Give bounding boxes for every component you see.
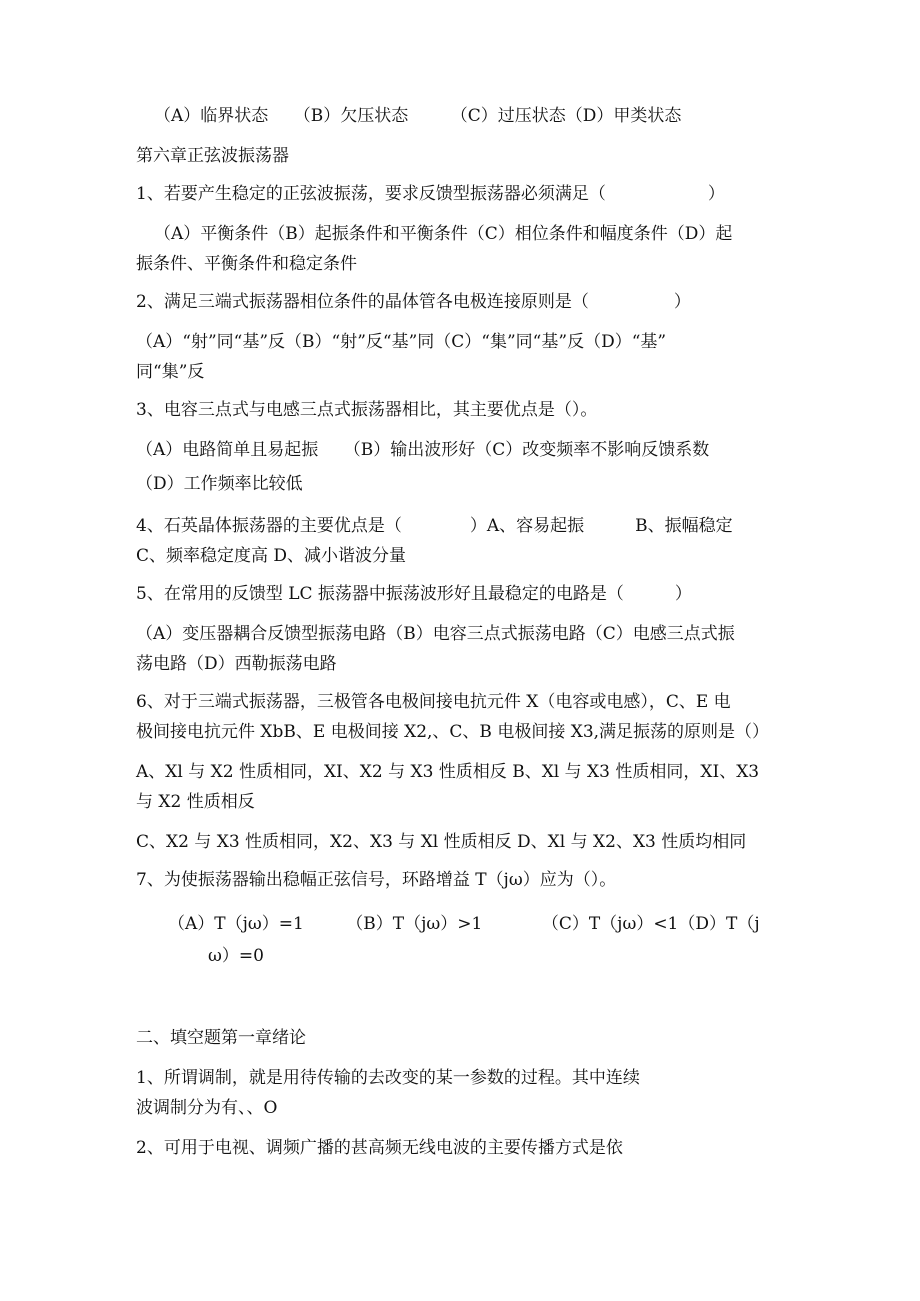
text-line-options-a: （A）临界状态 （B）欠压状态 （C）过压状态（D）甲类状态 — [154, 106, 682, 126]
question-1: 1、若要产生稳定的正弦波振荡，要求反馈型振荡器必须满足（ ） — [136, 184, 725, 204]
question-5-options-cont: 荡电路（D）西勒振荡电路 — [136, 654, 337, 674]
question-6-options: A、Xl 与 X2 性质相同，XI、X2 与 X3 性质相反 B、Xl 与 X3 性质相同，XI、X3 — [136, 762, 760, 782]
question-6: 6、对于三端式振荡器，三极管各电极间接电抗元件 X（电容或电感），C、E 电 — [136, 692, 731, 712]
question-3: 3、电容三点式与电感三点式振荡器相比，其主要优点是（）。 — [136, 400, 598, 420]
question-6-cont: 极间接电抗元件 XbB、E 电极间接 X2,、C、B 电极间接 X3,满足振荡的原则是（） — [136, 722, 770, 742]
fill-question-1-cont: 波调制分为有、、O — [136, 1098, 278, 1118]
question-2-options-cont: 同“集”反 — [136, 362, 205, 382]
fill-question-1: 1、所谓调制，就是用待传输的去改变的某一参数的过程。其中连续 — [136, 1068, 640, 1088]
question-2-options: （A）“射”同“基”反（B）“射”反“基”同（C）“集”同“基”反（D）“基” — [136, 332, 667, 352]
question-3-options: （A）电路简单且易起振 （B）输出波形好（C）改变频率不影响反馈系数 — [136, 440, 710, 460]
question-7: 7、为使振荡器输出稳幅正弦信号，环路增益 T（jω）应为（）。 — [136, 870, 617, 890]
chapter-heading: 第六章正弦波振荡器 — [136, 146, 289, 166]
fill-question-2: 2、可用于电视、调频广播的甚高频无线电波的主要传播方式是依 — [136, 1138, 623, 1158]
question-3-options-cont: （D）工作频率比较低 — [136, 474, 303, 494]
question-5-options: （A）变压器耦合反馈型振荡电路（B）电容三点式振荡电路（C）电感三点式振 — [136, 624, 735, 644]
question-7-options: （A）T（jω）=1 （B）T（jω）>1 （C）T（jω）<1（D）T（j — [168, 914, 760, 934]
section-heading-fill-blank: 二、填空题第一章绪论 — [136, 1028, 306, 1048]
question-1-options-cont: 振条件、平衡条件和稳定条件 — [136, 254, 357, 274]
question-4-cont: C、频率稳定度高 D、减小谐波分量 — [136, 546, 407, 566]
question-6-options-2: C、X2 与 X3 性质相同，X2、X3 与 Xl 性质相反 D、Xl 与 X2、X3 性质均相同 — [136, 832, 747, 852]
question-6-options-cont: 与 X2 性质相反 — [136, 792, 255, 812]
question-1-options: （A）平衡条件（B）起振条件和平衡条件（C）相位条件和幅度条件（D）起 — [154, 224, 733, 244]
question-5: 5、在常用的反馈型 LC 振荡器中振荡波形好且最稳定的电路是（ ） — [136, 584, 692, 604]
question-4: 4、石英晶体振荡器的主要优点是（ ）A、容易起振 B、振幅稳定 — [136, 516, 733, 536]
question-2: 2、满足三端式振荡器相位条件的晶体管各电极连接原则是（ ） — [136, 292, 691, 312]
question-7-options-cont: ω）=0 — [208, 946, 264, 966]
